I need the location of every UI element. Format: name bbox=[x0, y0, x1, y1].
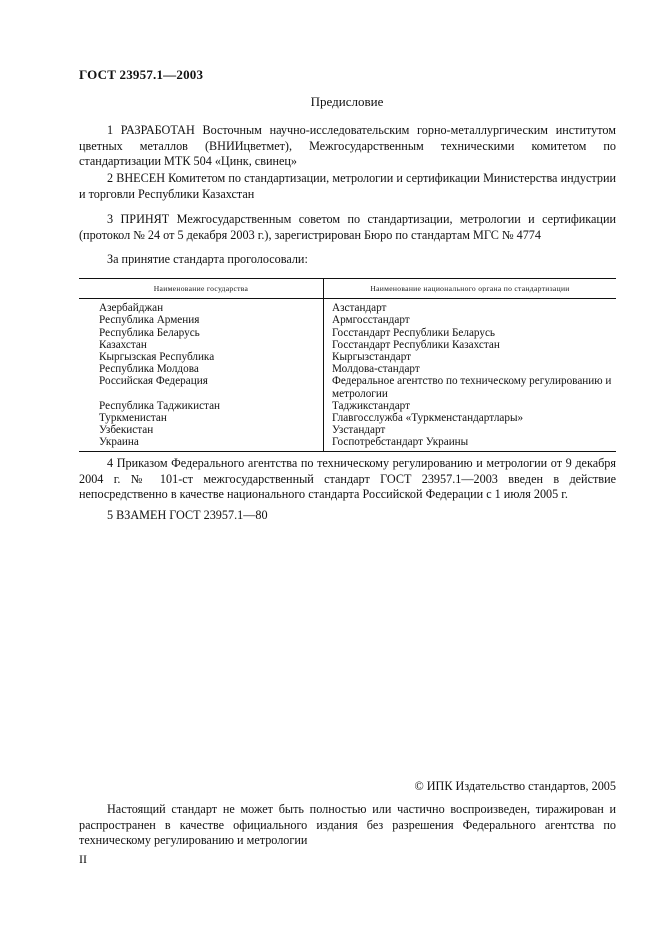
national-body-cell: Узстандарт bbox=[332, 424, 386, 437]
table-row bbox=[79, 327, 616, 339]
reproduction-notice: Настоящий стандарт не может быть полностью или частично воспроизведен, тиражирован и распространен в качестве официального издания без разрешения Федерального агентства по техническому регулированию и метрологии bbox=[79, 802, 616, 847]
national-body-cell: Азстандарт bbox=[332, 302, 387, 315]
table-row bbox=[79, 351, 616, 363]
national-body-cell: Армгосстандарт bbox=[332, 314, 410, 327]
national-body-cell: Госстандарт Республики Беларусь bbox=[332, 326, 496, 339]
state-cell: Российская Федерация bbox=[79, 375, 324, 399]
table-row bbox=[79, 339, 616, 351]
paragraph-order: 4 Приказом Федерального агентства по техническому регулированию и метрологии от 9 декабря 2004 г. № 101-ст межгосударственный стандарт ГОСТ 23957.1—2003 введен в действие непосредственно в качестве национального стандарта Российской Федерации с 1 июля 2005 г. bbox=[79, 456, 616, 501]
page-title: Предисловие bbox=[310, 94, 384, 109]
table-row bbox=[79, 299, 616, 315]
voting-table bbox=[79, 278, 616, 452]
paragraph-developed-by: 1 РАЗРАБОТАН Восточным научно-исследовательским горно-металлургическим институтом цветных металлов (ВНИИцветмет), Межгосударственным техническими комитетом по стандартизации МТК 504 «Цинк, свинец» bbox=[79, 123, 616, 168]
state-cell: Республика Армения bbox=[79, 314, 324, 326]
national-body-cell: Госстандарт Республики Казахстан bbox=[332, 338, 500, 351]
paragraph-adopted-by: 3 ПРИНЯТ Межгосударственным советом по стандартизации, метрологии и сертификации (протокол № 24 от 5 декабря 2003 г.), зарегистрирован Бюро по стандартам МГС № 4774 bbox=[79, 212, 616, 242]
national-body-cell: Таджикстандарт bbox=[332, 399, 411, 412]
state-cell: Казахстан bbox=[79, 339, 324, 351]
table-row bbox=[79, 400, 616, 412]
table-row bbox=[79, 436, 616, 451]
state-cell: Республика Беларусь bbox=[79, 327, 324, 339]
table-row bbox=[79, 314, 616, 326]
page-number: II bbox=[79, 852, 87, 866]
column-header-national-body: Наименование национального органа по стандартизации bbox=[324, 279, 617, 299]
national-body-cell: Госпотребстандарт Украины bbox=[324, 436, 617, 451]
national-body-cell: Главгосслужба «Туркменстандартлары» bbox=[332, 412, 524, 425]
copyright-notice: © ИПК Издательство стандартов, 2005 bbox=[414, 779, 616, 793]
table-header-row bbox=[79, 279, 616, 299]
state-cell: Азербайджан bbox=[79, 299, 324, 315]
document-number: ГОСТ 23957.1—2003 bbox=[79, 67, 204, 82]
national-body-cell: Федеральное агентство по техническому регулированию и метрологии bbox=[332, 375, 612, 400]
state-cell: Республика Молдова bbox=[79, 363, 324, 375]
state-cell: Украина bbox=[79, 436, 324, 451]
paragraph-introduced-by: 2 ВНЕСЕН Комитетом по стандартизации, метрологии и сертификации Министерства индустрии и торговли Республики Казахстан bbox=[79, 171, 616, 201]
table-row bbox=[79, 412, 616, 424]
table-row bbox=[79, 375, 616, 399]
state-cell: Узбекистан bbox=[79, 424, 324, 436]
state-cell: Туркменистан bbox=[79, 412, 324, 424]
national-body-cell: Молдова-стандарт bbox=[332, 363, 420, 376]
paragraph-replaces: 5 ВЗАМЕН ГОСТ 23957.1—80 bbox=[107, 508, 268, 522]
paragraph-voted-intro: За принятие стандарта проголосовали: bbox=[107, 252, 308, 266]
state-cell: Кыргызская Республика bbox=[79, 351, 324, 363]
table-row bbox=[79, 363, 616, 375]
national-body-cell: Кыргызстандарт bbox=[332, 351, 412, 364]
state-cell: Республика Таджикистан bbox=[79, 400, 324, 412]
table-row bbox=[79, 424, 616, 436]
column-header-state: Наименование государства bbox=[79, 279, 324, 299]
